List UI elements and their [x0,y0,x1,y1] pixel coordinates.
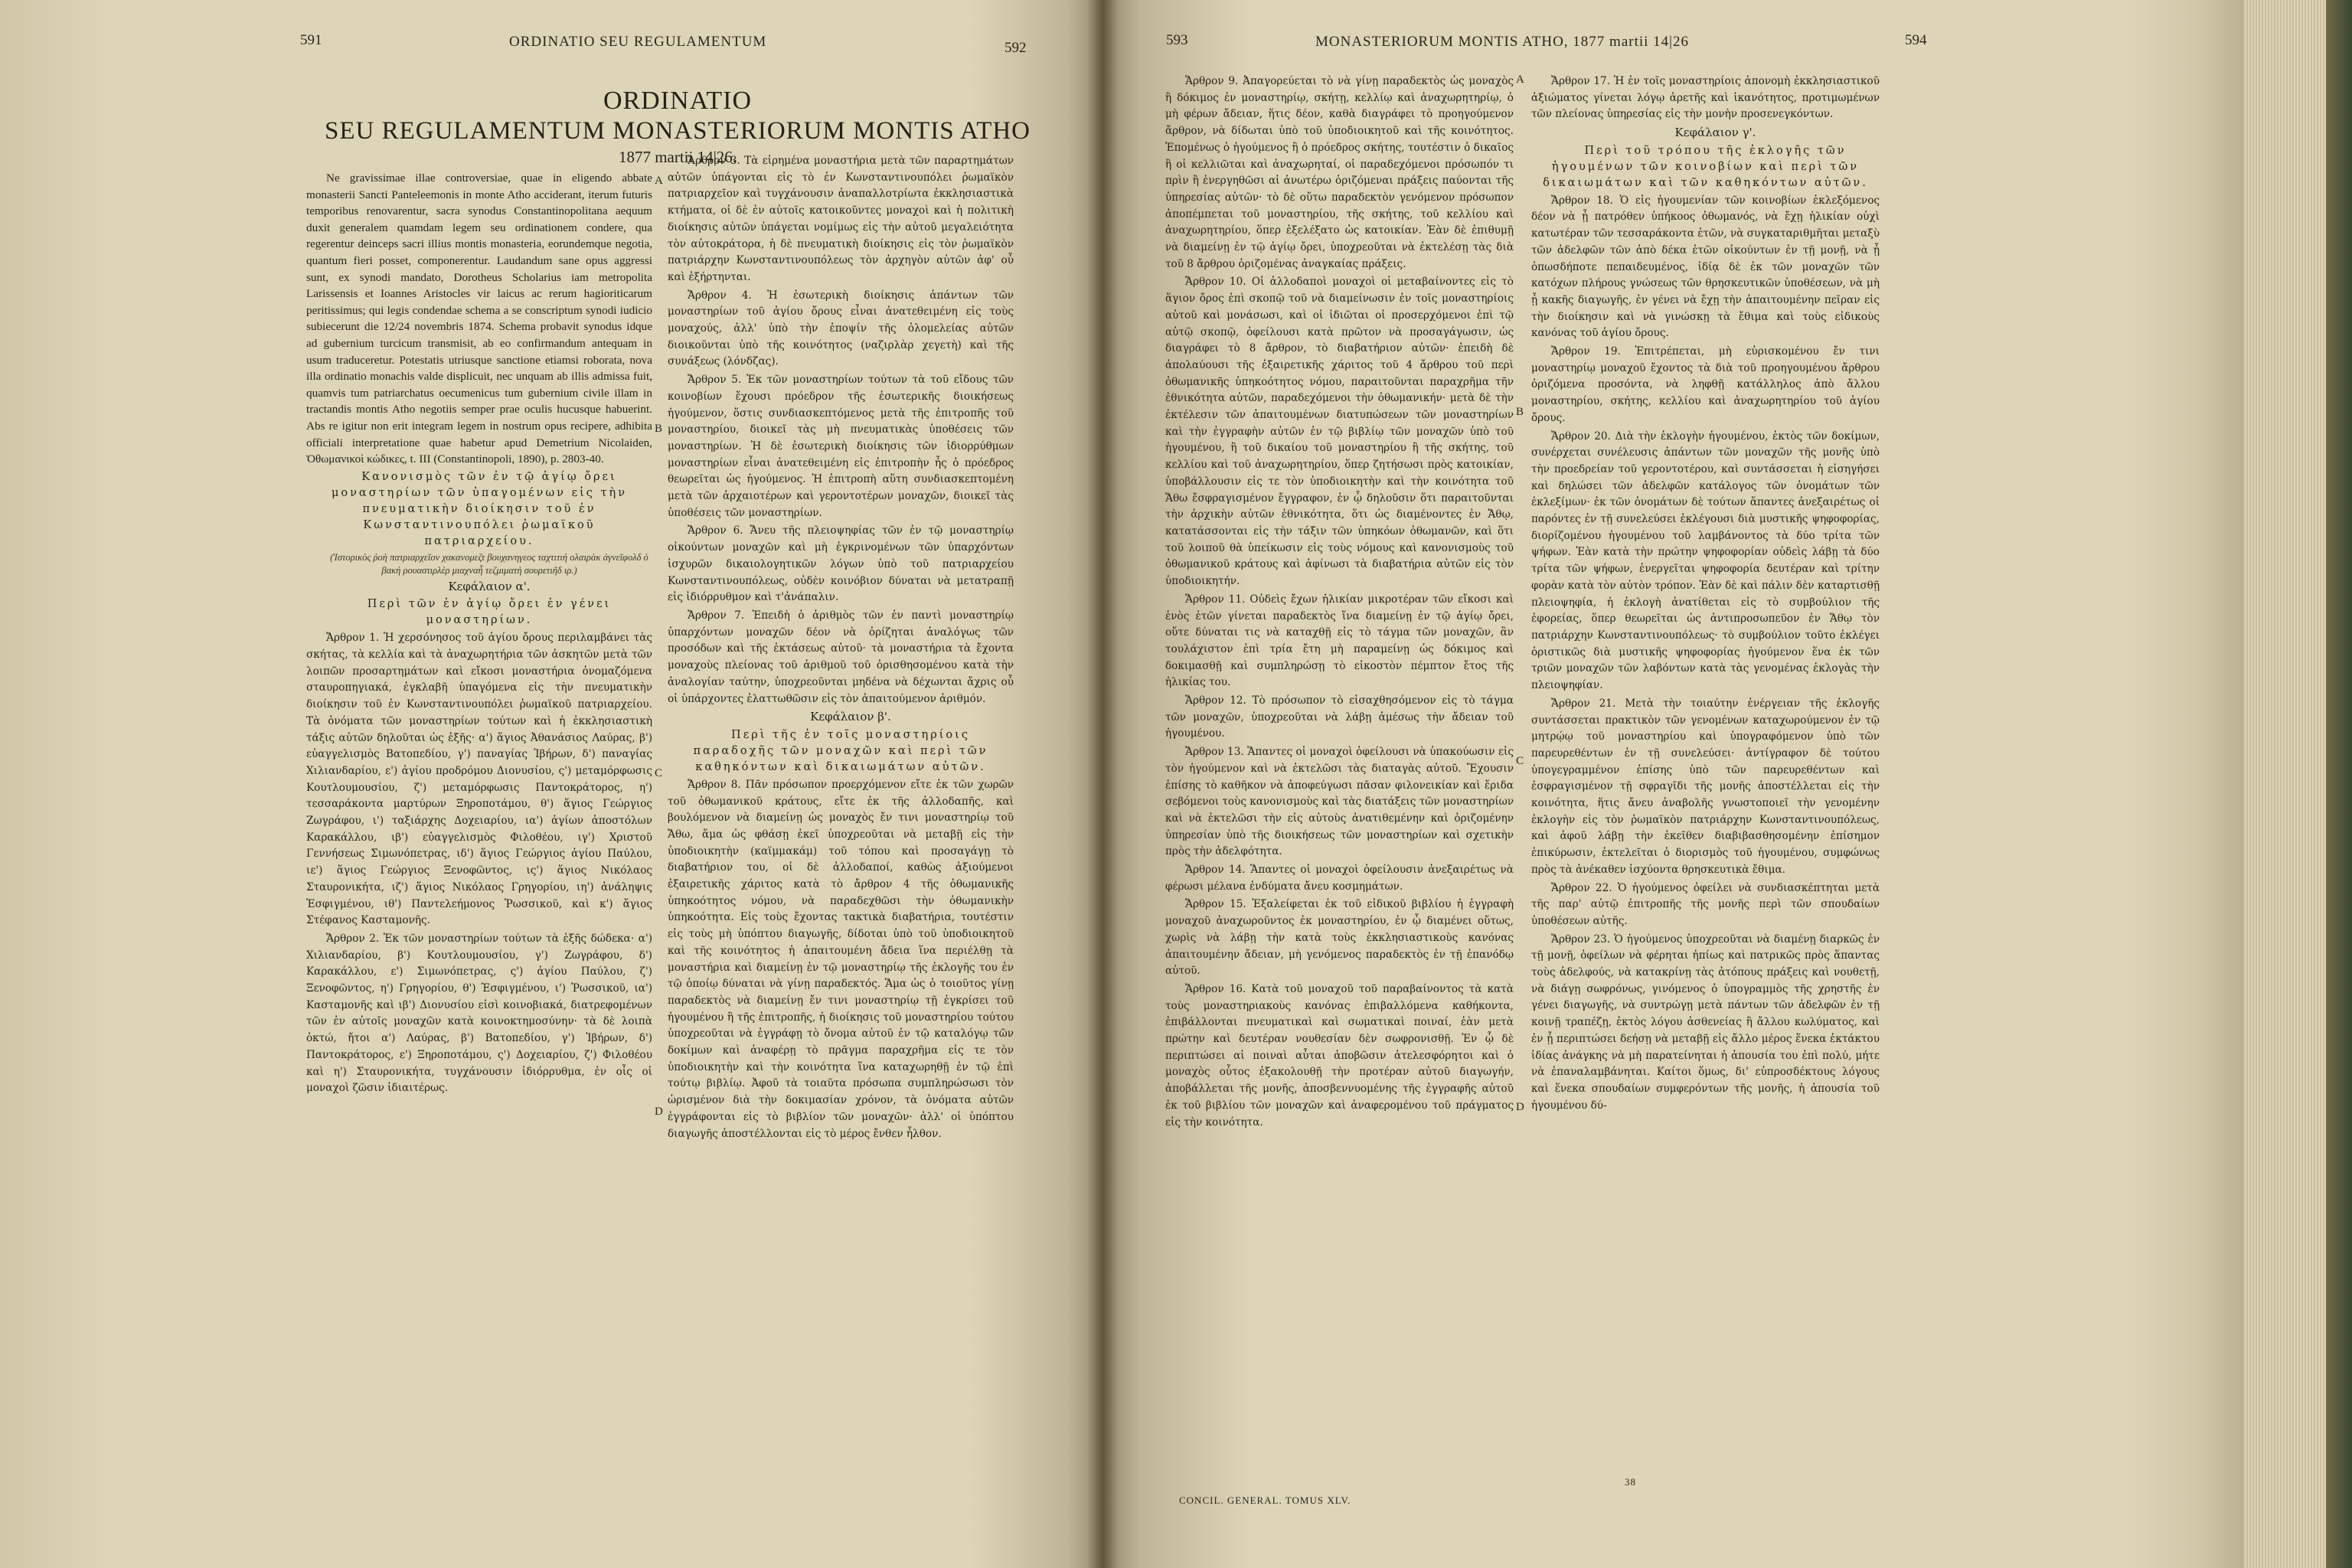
article-paragraph: Ἄρθρον 18. Ὁ εἰς ἡγουμενίαν τῶν κοινοβίων ἐκλεξόμενος δέον νὰ ᾖ πατρόθεν ὑπήκοος ὀθωμανός, νὰ ἔχῃ ἡλικίαν οὐχὶ κατωτέραν τῶν τεσσαράκοντα ἐτῶν, νὰ συγκαταριθμῆται μεταξὺ τῶν ἀδελφῶν τῶν ἀπὸ δέκα ἐτῶν οἰκούντων ἐν τῇ μονῇ, νὰ ᾖ ὁπωσδήποτε πεπαιδευμένος, ἰδίᾳ δὲ ἐκ τῶν μοναχῶν τῶν κατόχων πλήρους γνώσεως τῶν θρησκευτικῶν ὑποθέσεων, νὰ μὴ ᾖ κακῆς διαγωγῆς, ἐν γένει νὰ ἔχῃ τὴν ἀπαιτουμένην πεῖραν εἰς τὴν διοίκησιν καὶ νὰ γινώσκῃ τὰ ἔθιμα καὶ τοὺς εἰδικοὺς κανόνας τοῦ ἁγίου ὄρους. [1531,194,1880,340]
article-paragraph: Ἄρθρον 23. Ὁ ἡγούμενος ὑποχρεοῦται νὰ διαμένῃ διαρκῶς ἐν τῇ μονῇ, ὀφείλων νὰ φέρηται ἠπίως καὶ πατρικῶς πρὸς ἅπαντας τοὺς ἀδελφούς, νὰ κατακρίνῃ τὰς ἀτόπους πράξεις καὶ νουθετῇ, νὰ διάγῃ σωφρόνως, γινόμενος ὁ ὑπογραμμὸς τῆς χρηστῆς ἐν γένει διαγωγῆς, νὰ συντρώγῃ μετὰ πάντων τῶν ἀδελφῶν ἐν τῇ κοινῇ τραπέζῃ, ἐκτὸς λόγου ἀσθενείας ἢ ἄλλου κωλύματος, καὶ ἐν ᾗ περιπτώσει δεήσῃ νὰ μεταβῇ εἰς ἄλλο μέρος ἕνεκα ἐκτάκτου ἰδίας ἀνάγκης νὰ μὴ παρατείνηται ἡ ἀπουσία του ἐπὶ πολύ, μήτε νὰ ἐπαναλαμβάνηται. Καίτοι ὅμως, δι' εὐπροσδέκτους λόγους καὶ ἕνεκα σπουδαίων συμφερόντων τῆς μονῆς, ἡ ἀπουσία τοῦ ἡγουμένου δύ- [1531,933,1880,1112]
book-gutter [1087,0,1118,1568]
article-paragraph: Ἄρθρον 20. Διὰ τὴν ἐκλογὴν ἡγουμένου, ἐκτὸς τῶν δοκίμων, συνέρχεται συνέλευσις ἁπάντων τῶν μοναχῶν τῆς μονῆς ὑπὸ τὴν προεδρείαν τοῦ γεροντοτέρου, καὶ συντάσσεται ἡ εἰσηγήσει καὶ δηλώσει τῶν ἀδελφῶν κατάλογος τῶν ὀνομάτων τῶν ἐκλεξίμων· ἐκ τῶν ὀνομάτων δὲ τούτων ἅπαντες ἀνεξαιρέτως οἱ παρόντες ἐν τῇ συνελεύσει ἐκλέγουσι διὰ μυστικῆς ψηφοφορίας, διορίζομένου ἡγουμένου τοῦ λαμβάνοντος τὰ δύο τρίτα τῶν ψήφων. Ἐὰν κατὰ τὴν πρώτην ψηφοφορίαν οὐδεὶς λάβῃ τὰ δύο τρίτα τῶν ψήφων, ἐνεργεῖται ψηφοφορία δευτέραν καὶ τρίτην φορὰν κατὰ τὸν αὐτὸν τρόπον. Ἐὰν δὲ καὶ πάλιν δὲν καταρτισθῇ πλειοψηφία, ἡ ἐκλογὴ ἀνατίθεται εἰς τὸ συμβούλιον τῆς ἐφορείας, ὅπερ θεωρεῖται ὡς ἀντιπροσωπεῦον ἐν Ἄθῳ τὸν πατριάρχην Κωνσταντινουπόλεως· τὸ συμβούλιον τοῦτο ἐκλέγει ὁριστικῶς διὰ μυστικῆς ψηφοφορίας ἡγούμενον ἕνα ἐκ τῶν τριῶν μοναχῶν τῶν λαβόντων κατὰ τὰς γενομένας ἐκλογὰς τὴν πλειοψηφίαν. [1531,430,1880,692]
article-paragraph: Ἄρθρον 3. Τὰ εἰρημένα μοναστήρια μετὰ τῶν παραρτημάτων αὐτῶν ὑπάγονται εἰς τὸ ἐν Κωνσταντινουπόλει ῥωμαϊκὸν πατριαρχεῖον καὶ τυγχάνουσιν ἀναπαλλοτρίωτα ἐκκλησιαστικὰ κτήματα, οἱ δὲ ἐν αὐτοῖς κατοικοῦντες μοναχοὶ καὶ ἡ πολιτικὴ διοίκησις αὐτῶν ὑπάγεται νομίμως εἰς τὴν αὐτοῦ μεγαλειότητα τὸν αὐτοκράτορα, ἡ δὲ πνευματικὴ διοίκησις εἰς τὸν ῥωμαϊκὸν πατριάρχην Κωνσταντινουπόλεως τὸν ἀρχηγὸν αὐτῶν ἀφ' οὗ καὶ ἐξήρτηνται. [668,155,1014,283]
article-paragraph: Ἄρθρον 21. Μετὰ τὴν τοιαύτην ἐνέργειαν τῆς ἐκλογῆς συντάσσεται πρακτικὸν τῶν γενομένων καταχωρούμενον ἐν τῷ μητρῴῳ τοῦ μοναστηρίου καὶ ὑπογραφόμενον ὑπὸ τῶν παρευρεθέντων ἐν τῇ συνελεύσει· ἀντίγραφον δὲ τούτου ὑπογεγραμμένον ἐπίσης ὑπὸ τῶν παρευρεθέντων καὶ ἐσφραγισμένον τῇ σφραγῖδι τῆς μονῆς ἀποστέλλεται εἰς τὴν κοινότητα, ἥτις ἄνευ ἀναβολῆς γνωστοποιεῖ τὴν γενομένην ἐκλογὴν εἰς τὸν ῥωμαϊκὸν πατριάρχην Κωνσταντινουπόλεως, καὶ ἀφοῦ λάβῃ τὴν ἐκεῖθεν διαβιβασθησομένην ἐπίσημον ἐπικύρωσιν, ἐκτελεῖται ὁ διορισμὸς τοῦ ἡγουμένου, συμφώνως πρὸς τὰ ἀνέκαθεν ἰσχύοντα θρησκευτικὰ ἔθιμα. [1531,697,1880,876]
chapter-title: Κεφάλαιον β'. [810,710,891,724]
article-paragraph: Ἄρθρον 13. Ἅπαντες οἱ μοναχοὶ ὀφείλουσι νὰ ὑπακούωσιν εἰς τὸν ἡγούμενον καὶ νὰ ἐκτελῶσι τὰς διαταγὰς αὐτοῦ. Ἔχουσιν ἐπίσης τὸ καθῆκον νὰ ἀποφεύγωσι πᾶσαν φιλονεικίαν καὶ ἔριδα σεβόμενοι τοὺς κανονισμοὺς καὶ τὰς διατάξεις τῶν μοναστηρίων καὶ νὰ ἐκτελῶσι τὴν εἰς αὐτοὺς ἀνατιθεμένην καὶ ὁριζομένην ὑπηρεσίαν ὑπὸ τῆς διοικήσεως τῶν μοναστηρίων καὶ σχετικὴν πρὸς τὴν ἀδελφότητα. [1165,746,1514,858]
latin-introduction: Ne gravissimae illae controversiae, quae in eligendo abbate monasterii Sancti Panteleemonis in monte Atho acciderant, iterum futuris temporibus renovarentur, sacra synodus Constantinopolitana aequum duxit generalem quamdam legem seu ordinationem condere, qua regerentur deinceps sacri illius montis monasteria, eorundemque negotia, quantum fieri posset, componerentur. Laudandum sane opus aggressi sunt, ex synodi mandato, Dorotheus Scholarius iam metropolita Larissensis et Ioannes Aristocles vir laicus ac rerum hagioriticarum peritissimus; qui legis condendae schema a se conscriptum synodi iudicio subiecerunt die 12/24 novembris 1874. Schema probavit synodus idque ad gubernium turcicum transmisit, ab eo confirmandum antequam in usum traduceretur. Potestatis utriusque sanctione etiamsi roborata, nova illa ordinatio monachis valde displicuit, nec unquam ab illis admissa fuit, quamvis tum patriarchatus oecumenicus tum gubernium civile illam in tractandis montis Atho negotiis semper prae oculis hucusque habuerint. Abs re igitur non erit integram legem in nostrum opus recipere, adhibita officiali interpretatione quae habetur apud Demetrium Nicolaiden, Ὀθωμανικοὶ κώδικες, t. III (Constantinopoli, 1890), p. 2803-40. [306,172,652,466]
margin-letter: D [655,1106,663,1118]
left-column [306,170,652,1099]
chapter-title: Κεφάλαιον γ'. [1674,126,1756,140]
article-paragraph: Ἄρθρον 5. Ἐκ τῶν μοναστηρίων τούτων τὰ τοῦ εἴδους τῶν κοινοβίων ἔχουσι πρόεδρον τῆς ἐσωτερικῆς διοικήσεως ἡγούμενον, ὅστις συνδιασκεπτόμενος μετὰ τῆς ἐπιτροπῆς τοῦ μοναστηρίου, διοικεῖ τὰς μὴ πνευματικὰς ὑποθέσεις τῶν μοναστηρίων. Ἡ δὲ ἐσωτερικὴ διοίκησις τῶν ἰδιορρύθμων μοναστηρίων εἶναι ἀνατεθειμένη εἰς ἐπιτροπὴν ἧς ὁ πρόεδρος θεωρεῖται ὡς ἡγούμενος. Ἡ ἐπιτροπὴ αὕτη συνδιασκεπτομένη μετὰ τῶν ἀρχαιοτέρων καὶ γεροντοτέρων μοναχῶν, διοικεῖ τὰς ὑποθέσεις τῶν μοναστηρίων. [668,374,1014,519]
article-paragraph: Ἄρθρον 1. Ἡ χερσόνησος τοῦ ἁγίου ὄρους περιλαμβάνει τὰς σκήτας, τὰ κελλία καὶ τὰ ἀναχωρητήρια τῶν ἀσκητῶν μετὰ τῶν λοιπῶν προσαρτημάτων καὶ εἴκοσι μοναστήρια ὀνομαζόμενα σταυροπηγιακά, ἐγκλαβῆ ὑπαγόμενα εἰς τὴν πνευματικὴν διοίκησιν τοῦ ἐν Κωνσταντινουπόλει ῥωμαϊκοῦ πατριαρχείου. Τὰ ὀνόματα τῶν μοναστηρίων τούτων καὶ ἡ ἐκκλησιαστικὴ τάξις αὐτῶν δηλοῦται ὡς ἑξῆς· α') ἅγιος Ἀθανάσιος Λαύρας, β') εὐαγγελισμὸς Βατοπεδίου, γ') παναγίας Ἰβήρων, δ') παναγίας Χιλιανδαρίου, ε') ἁγίου προδρόμου Διονυσίου, ς') μεταμόρφωσις Κουτλουμουσίου, ζ') μεταμόρφωσις Παντοκράτορος, η') τεσσαράκοντα μαρτύρων Ξηροποτάμου, θ') ἅγιος Γεώργιος Ζωγράφου, ι') ταξιάρχης Δοχειαρίου, ια') ἁγίων ἀποστόλων Καρακάλλου, ιβ') εὐαγγελισμὸς Φιλοθέου, ιγ') Χριστοῦ Γεννήσεως Σιμωνόπετρας, ιδ') ἅγιος Γεώργιος ἁγίου Παύλου, ιε') ἅγιος Γεώργιος Ξενοφῶντος, ις') ἅγιος Νικόλαος Σταυρονικήτα, ιζ') ἅγιος Νικόλαος Γρηγορίου, ιη') ἀνάληψις Ἐσφιγμένου, ιθ') Παντελεήμονος Ῥωσσικοῦ, καὶ κ') ἅγιος Στέφανος Κασταμονῆς. [306,632,652,927]
article-paragraph: Ἄρθρον 8. Πᾶν πρόσωπον προερχόμενον εἴτε ἐκ τῶν χωρῶν τοῦ ὀθωμανικοῦ κράτους, εἴτε ἐκ τῆς ἀλλοδαπῆς, καὶ βουλόμενον νὰ διαμείνῃ ὡς μοναχὸς ἔν τινι μοναστηρίῳ τοῦ Ἄθω, ἅμα ὡς φθάσῃ ἐκεῖ ὑποχρεοῦται νὰ μεταβῇ εἰς τὴν ὑποδιοικητὴν (καϊμμακάμ) τοῦ τόπου καὶ προσαγάγῃ τὸ διαβατήριον του, οἱ δὲ ἀλλοδαποί, καθὼς ἀξιούμενοι ἐξαιρετικῆς χάριτος κατὰ τὸ ἄρθρον 4 τῆς ὀθωμανικῆς ὑπηκοότητος νόμου, νὰ παραδεχθῶσι τὴν ὀθωμανικὴν ὑπηκοότητα. Εἰς τοὺς ἔχοντας τακτικὰ διαβατήρια, τουτέστιν εἰς τοὺς μὴ ὑπόπτου διαγωγῆς, δίδοται ὑπὸ τοῦ ὑποδιοικητοῦ καὶ τῆς κοινότητος ἡ ἀπαιτουμένη ἄδεια ἵνα περιέλθῃ τὰ μοναστήρια καὶ διαμείνῃ ἐν τῷ μοναστηρίῳ τῆς ἐκλογῆς του ἐν τῷ ὁποίῳ δύναται νὰ γίνῃ παραδεκτός. Ἅμα ὡς ὁ τοιοῦτος γίνῃ παραδεκτὸς νὰ διαμείνῃ ἔν τινι μοναστηρίῳ τῇ ἐγκρίσει τοῦ ἡγουμένου ἢ τῆς ἐπιτροπῆς, ἡ διοίκησις τοῦ μοναστηρίου τούτου ὑποχρεοῦται νὰ ἐγγράφῃ τὸ ὄνομα αὐτοῦ ἐν τῷ καταλόγῳ τῶν δοκίμων καὶ ἀναφέρῃ τὸ πρᾶγμα παραχρῆμα εἰς τε τὸν ὑποδιοικητὴν καὶ τὴν κοινότητα ἵνα καταχωρηθῇ ἐν τῷ ἐπὶ τούτῳ βιβλίῳ. Ἀφοῦ τὰ τοιαῦτα πρόσωπα συμπληρώσωσι τὸν ὡρισμένον διὰ τὴν δοκιμασίαν χρόνον, τὰ ὀνόματα αὐτῶν ἐγγράφονται εἰς τὸ βιβλίον τῶν μοναχῶν· ἀλλ' οἱ ὑπόπτου διαγωγῆς ἀποστέλλονται εἰς τὸ μέρος ἔνθεν ἦλθον. [668,778,1014,1140]
title-date: 1877 martii 14|26. [618,148,737,166]
article-paragraph: Ἄρθρον 2. Ἐκ τῶν μοναστηρίων τούτων τὰ ἑξῆς δώδεκα· α') Χιλιανδαρίου, β') Κουτλουμουσίου, γ') Ζωγράφου, δ') Καρακάλλου, ε') Σιμωνόπετρας, ς') ἁγίου Παύλου, ζ') Ξενοφῶντος, η') Γρηγορίου, θ') Ἐσφιγμένου, ι') Ῥωσσικοῦ, ια') Κασταμονῆς καὶ ιβ') Διονυσίου εἰσὶ κοινοβιακά, διατρεφομένων τῶν ἐν αὐτοῖς μοναχῶν κατὰ κοινοκτημοσύνην· τὰ δὲ λοιπὰ ὀκτώ, ἤτοι α') Λαύρας, β') Βατοπεδίου, γ') Ἰβήρων, δ') Παντοκράτορος, ε') Ξηροποτάμου, ς') Δοχειαρίου, ζ') Φιλοθέου καὶ η') Σταυρονικήτα, τυγχάνουσιν ἰδιόρρυθμα, ἐν οἷς οἱ μοναχοὶ ζῶσιν ἰδιαιτέρως. [306,932,652,1095]
article-paragraph: Ἄρθρον 4. Ἡ ἐσωτερικὴ διοίκησις ἁπάντων τῶν μοναστηρίων τοῦ ἁγίου ὄρους εἶναι ἀνατεθειμένη εἰς τοὺς μοναχούς, ἀλλ' ὑπὸ τὴν ἐποψίν τῆς ὁλομελείας αὐτῶν διοικοῦνται ὑπὸ τῆς κοινότητος (ναζιρλὰρ χεγετὴ) καὶ τῆς συνάξεως (λόνδζας). [668,289,1014,368]
turkish-title-note: (Ἱστορικὸς ῥοὴ πατριαρχεῖον χακανομεζτ βουχανηγεος ταχτιτιή ολαιρὰκ ἀγνεῖφολδ ὁ βακή ρουαστιρλὲρ μιαχναἦ τεζμιματὴ σουρετιῆδ ιρ.) [330,551,648,576]
margin-letter: B [655,423,663,435]
right-column [1531,74,1880,1116]
article-paragraph: Ἄρθρον 17. Ἡ ἐν τοῖς μοναστηρίοις ἀπονομὴ ἐκκλησιαστικοῦ ἀξιώματος γίνεται λόγῳ ἀρετῆς καὶ ἱκανότητος, προτιμωμένων τῶν πλείονας ὑπηρεσίας εἰς τὴν μονὴν προσενεγκόντων. [1531,75,1880,121]
chapter-title: Κεφάλαιον α'. [448,579,531,593]
running-head: ORDINATIO SEU REGULAMENTUM [509,34,767,50]
margin-letter: D [1516,1101,1524,1113]
left-page [0,0,1102,1568]
page-number: 594 [1905,32,1927,48]
margin-letter: C [655,767,663,779]
greek-title-heading: Κανονισμὸς τῶν ἐν τῷ ἁγίῳ ὄρει μοναστηρίων τῶν ὑπαγομένων εἰς τὴν πνευματικὴν διοίκησιν τοῦ ἐν Κωνσταντινουπόλει ῥωμαϊκοῦ πατριαρχείου. [331,470,628,547]
article-paragraph: Ἄρθρον 11. Οὐδεὶς ἔχων ἡλικίαν μικροτέραν τῶν εἴκοσι καὶ ἑνὸς ἐτῶν γίνεται παραδεκτὸς ἵνα διαμείνῃ ἐν τῷ ἁγίῳ ὄρει, οὔτε δύναται τις νὰ καταχθῇ εἰς τὸ τάγμα τῶν μοναχῶν, ἂν τουλάχιστον ἐπὶ τρία ἔτη μὴ παραμείνῃ ὡς δόκιμος καὶ δοκιμασθῇ καὶ συμπληρώσῃ τὸ εἰκοστὸν πέμπτον ἔτος τῆς ἡλικίας του. [1165,593,1514,689]
article-paragraph: Ἄρθρον 9. Ἀπαγορεύεται τὸ νὰ γίνῃ παραδεκτὸς ὡς μοναχὸς ἢ δόκιμος ἐν μοναστηρίῳ, σκήτῃ, κελλίῳ καὶ ἀναχωρητηρίῳ, ὁ μὴ φέρων ἄδειαν, ἥτις δέον, καθὰ διαγράφει τὸ προηγούμενον ἄρθρον, νὰ δίδωται ὑπὸ τοῦ ὑποδιοικητοῦ καὶ τῆς κοινότητος. Ἐπομένως ὁ ἡγούμενος ἢ ὁ πρόεδρος σκήτης, τουτέστιν ὁ δικαῖος ἢ οἱ κελλιῶται καὶ ἀναχωρηταί, οἱ παραδεχόμενοι πρόσωπόν τι πρὶν ἢ ἐνεργηθῶσι αἱ ἀνωτέρω ὁριζόμεναι πράξεις παύονται τῆς ὑπηρεσίας αὐτῶν· τὸ δὲ οὕτω παραδεκτὸν γενόμενον πρόσωπον ἀποπέμπεται τοῦ μοναστηρίου, τῆς σκήτης, τοῦ κελλίου καὶ ἀναχωρητηρίου, ὅπερ ἐξελέξατο ὡς κατοικίαν. Ἐὰν δὲ ἐπιθυμῇ νὰ διαμείνῃ ἐν τῷ ἁγίῳ ὄρει, ὑποχρεοῦται νὰ ἐκτελέσῃ τὰς διὰ τοῦ 8 ἄρθρου ὁριζομένας ἀναγκαίας πράξεις. [1165,75,1514,270]
right-page [1102,0,2352,1568]
left-column [1165,74,1514,1132]
chapter-heading: Περὶ τῆς ἐν τοῖς μοναστηρίοις παραδοχῆς τῶν μοναχῶν καὶ περὶ τῶν καθηκόντων καὶ δικαιωμάτων αὐτῶν. [693,728,988,773]
margin-letter: C [1516,755,1524,767]
article-paragraph: Ἄρθρον 12. Τὸ πρόσωπον τὸ εἰσαχθησόμενον εἰς τὸ τάγμα τῶν μοναχῶν, ὑποχρεοῦται νὰ λάβῃ ἀμέσως τὴν ἄδειαν τοῦ ἡγουμένου. [1165,694,1514,740]
title-line-2: SEU REGULAMENTUM MONASTERIORUM MONTIS ATHO [324,117,1031,145]
right-column [668,153,1014,1144]
chapter-heading: Περὶ τοῦ τρόπου τῆς ἐκλογῆς τῶν ἡγουμένων τῶν κοινοβίων καὶ περὶ τῶν δικαιωμάτων καὶ τῶν καθηκόντων αὐτῶν. [1543,144,1868,189]
margin-letter: A [1516,74,1524,86]
title-line-1: ORDINATIO [603,87,753,115]
article-paragraph: Ἄρθρον 14. Ἅπαντες οἱ μοναχοὶ ὀφείλουσιν ἀνεξαιρέτως νὰ φέρωσι μέλανα ἐνδύματα ἄνευ κοσμημάτων. [1165,864,1514,893]
signature-mark: 38 [1625,1476,1636,1488]
article-paragraph: Ἄρθρον 15. Ἐξαλείφεται ἐκ τοῦ εἰδικοῦ βιβλίου ἡ ἐγγραφὴ μοναχοῦ ἀναχωροῦντος ἐκ μοναστηρίου, ἐν ᾧ διαμένει οὕτως, χωρὶς νὰ λάβῃ τὴν κατὰ τοὺς ἐκκλησιαστικοὺς κανόνας ἀπαιτουμένην ἄδειαν, μὴ γενόμενος παραδεκτὸς ἐν τῇ ἐπανόδῳ αὐτοῦ. [1165,898,1514,978]
page-number: 591 [300,32,322,48]
page-number: 592 [1004,40,1027,56]
article-paragraph: Ἄρθρον 6. Ἄνευ τῆς πλειοψηφίας τῶν ἐν τῷ μοναστηρίῳ οἰκούντων μοναχῶν καὶ μὴ ἐγκρινομένων τῶν ὑπαρχόντων ἰσχυρῶν δικαιολογητικῶν λόγων ὑπὸ τοῦ πατριαρχείου Κωνσταντινουπόλεως, οὐδὲν κοινόβιον δύναται νὰ μετατραπῇ εἰς ἰδιόρρυθμον καὶ τ'ἀνάπαλιν. [668,524,1014,604]
article-paragraph: Ἄρθρον 10. Οἱ ἀλλοδαποὶ μοναχοὶ οἱ μεταβαίνοντες εἰς τὸ ἅγιον ὄρος ἐπὶ σκοπῷ τοῦ νὰ διαμείνωσιν ἐν τοῖς μοναστηρίοις αὐτοῦ καὶ μονάσωσι, καὶ οἱ ἰδιῶται οἱ προσερχόμενοι ἐπὶ τῷ αὐτῷ σκοπῷ, ὀφείλουσι κατὰ πρῶτον νὰ προσαγάγωσιν, ὡς διαγράφει τὸ 8 ἄρθρον, τὸ διαβατήριον αὐτῶν· ἐπειδὴ δὲ ἀπολαύουσι τῆς ἐξαιρετικῆς χάριτος τοῦ 4 ἄρθρου τοῦ περὶ ὀθωμανικῆς ὑπηκοότητος νόμου, παραιτοῦνται παραχρῆμα τῆν ἐθνικότητα αὐτῶν, παραδεχόμενοι τὴν ὀθωμανικήν· μετὰ δὲ τὴν ἐκτέλεσιν τῶν ἀπαιτουμένων διατυπώσεων τῶν μοναστηρίων καὶ τὴν ἐγγραφὴν αὐτῶν ἐν τῷ βιβλίῳ τῶν μοναχῶν ὑπὸ τοῦ ἡγουμένου, ἢ τοῦ δικαίου τοῦ μοναστηρίου ἢ τῆς σκήτης, τοῦ κελλίου καὶ τοῦ ἀναχωρητηρίου, ὅπερ ζητήσωσι πρὸς κατοικίαν, ὑποβάλλουσιν εἰς τε τὸν ὑποδιοικητὴν καὶ τὴν κοινότητα τοῦ Ἄθω ἔσφραγισμένον ἔγγραφον, ἐν ᾧ δηλοῦσιν ὅτι παραιτοῦνται τὴν ἀρχικὴν αὐτῶν ἐθνικότητα, ὅτι ὡς διαμένοντες ἐν Ἄθῳ, κατατάσσονται εἰς τὴν τάξιν τῶν ὑπηκόων ὀθωμανῶν, καὶ ὅτι τοῦ λοιποῦ θὰ ὑπείκωσιν εἰς τοὺς νόμους καὶ κανονισμοὺς τοῦ ὀθωμανικοῦ κράτους καὶ ἀφίνωσι τὰ διαβατήρια αὐτῶν εἰς τὸν ὑποδιοικητήν. [1165,276,1514,588]
page-edges [2243,0,2352,1568]
article-paragraph: Ἄρθρον 7. Ἐπειδὴ ὁ ἀριθμὸς τῶν ἐν παντὶ μοναστηρίῳ ὑπαρχόντων μοναχῶν δέον νὰ ὁρίζηται ἀναλόγως τῶν προσόδων καὶ τῆς ἐκτάσεως αὐτοῦ· τὰ μοναστήρια τὰ ἔχοντα μοναχοὺς πλείονας τοῦ ἀριθμοῦ τοῦ ὁρισθησομένου κατὰ τὴν ἀναλογίαν ταύτην, ὑποχρεοῦνται μηδένα νὰ δέχωνται ἄχρις οὗ οἱ ὑπάρχοντες ἐλαττωθῶσιν εἰς τὸν ἀπαιτούμενον ἀριθμόν. [668,609,1014,705]
page-number: 593 [1166,32,1188,48]
margin-letter: B [1516,406,1524,418]
chapter-heading: Περὶ τῶν ἐν ἁγίῳ ὄρει ἐν γένει μοναστηρίων. [367,598,612,627]
margin-letter: A [655,175,663,187]
volume-footer: CONCIL. GENERAL. TOMUS XLV. [1179,1494,1351,1506]
article-paragraph: Ἄρθρον 16. Κατὰ τοῦ μοναχοῦ τοῦ παραβαίνοντος τὰ κατὰ τοὺς μοναστηριακοὺς κανόνας ἐπιβαλλόμενα καθήκοντα, ἐπιβάλλονται πνευματικαὶ καὶ σωματικαὶ ποιναί, ἐὰν μετὰ πρώτην καὶ δευτέραν νουθεσίαν δὲν σωφρονισθῇ. Ἐν ᾧ δὲ περιπτώσει αἱ ποιναὶ αὗται ἀποβῶσιν ἀτελεσφόρητοι καὶ ὁ μοναχὸς οὗτος ἐξακολουθῇ τὴν προτέραν αὐτοῦ διαγωγήν, ἀποβάλλεται τῆς μονῆς, ἀποσβεννυομένης τῆς ἐγγραφῆς αὐτοῦ ἐκ τοῦ βιβλίου τῶν μοναχῶν καὶ ἀναφερομένου τοῦ πράγματος εἰς τὴν κοινότητα. [1165,982,1514,1129]
running-head: MONASTERIORUM MONTIS ATHO, 1877 martii 14|26 [1315,34,1689,50]
article-paragraph: Ἄρθρον 19. Ἐπιτρέπεται, μὴ εὑρισκομένου ἔν τινι μοναστηρίῳ μοναχοῦ ἔχοντος τὰ διὰ τοῦ προηγουμένου ἄρθρου ὁριζόμενα προσόντα, νὰ ληφθῇ κατάλληλος ἀπὸ ἄλλου μοναστηρίου, σκήτης, κελλίου καὶ ἀναχωρητηρίου τοῦ ἁγίου ὄρους. [1531,345,1880,424]
article-paragraph: Ἄρθρον 22. Ὁ ἡγούμενος ὀφείλει νὰ συνδιασκέπτηται μετὰ τῆς παρ' αὐτῷ ἐπιτροπῆς τῆς μονῆς περὶ τῶν σπουδαίων ὑποθέσεων αὐτῆς. [1531,881,1880,927]
